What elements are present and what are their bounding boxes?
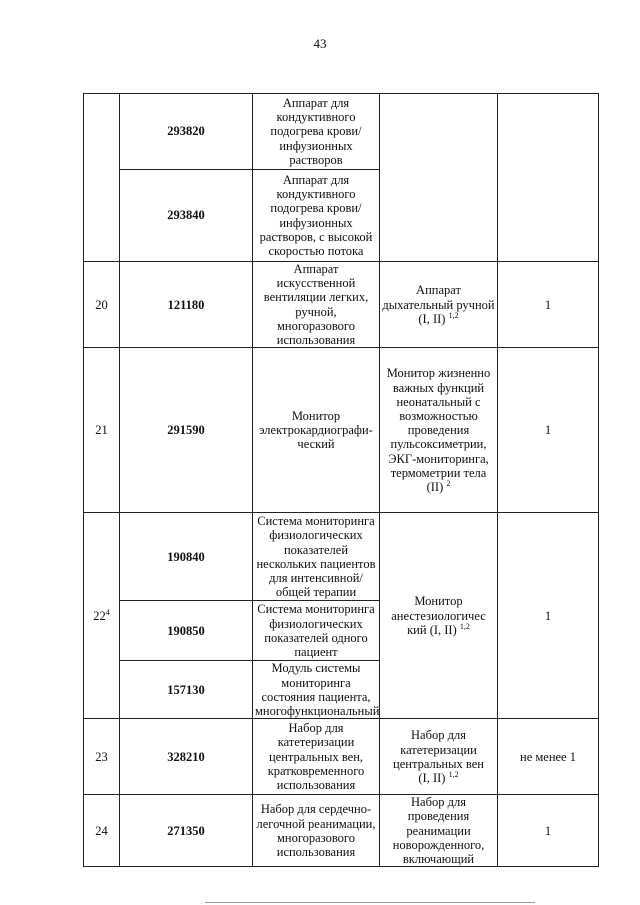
equipment-text: Аппарат дыхательный ручной [382,283,495,312]
name-cell: Набор для сердечно-легочной реанимации, многоразового использования [253,795,380,867]
name-cell: Система мониторинга физиологических показателей нескольких пациентов для интенсивной/общей терапии [253,513,380,601]
row-number-cell: 20 [84,262,120,348]
row-number-cell [84,513,120,719]
code-cell: 190850 [120,601,253,661]
footnote-ref: 4 [105,607,110,617]
equipment-text: Набор для катетеризации центральных вен [393,728,484,771]
equipment-table [83,93,599,867]
table-row [84,719,599,795]
table-row [84,94,599,170]
equipment-cell [380,719,498,795]
equipment-category: (II) [426,479,444,494]
equipment-category: (I, II) [418,311,446,326]
equipment-cell: Набор для проведения реанимации новорожденного, включающий [380,795,498,867]
equipment-cell [380,262,498,348]
name-cell: Аппарат искусственной вентиляции легких, ручной, многоразового использования [253,262,380,348]
footnote-ref: 1,2 [448,769,459,779]
row-number-cell: 23 [84,719,120,795]
quantity-cell: 1 [498,513,599,719]
code-cell: 121180 [120,262,253,348]
equipment-text: Монитор анестезиологичес кий [391,594,486,637]
code-cell: 157130 [120,661,253,719]
footnote-ref: 2 [446,478,451,488]
table-row [84,262,599,348]
code-cell: 271350 [120,795,253,867]
name-cell: Система мониторинга физиологических показателей одного пациент [253,601,380,661]
quantity-cell [498,94,599,262]
equipment-category: (I, II) [429,622,457,637]
code-cell: 291590 [120,348,253,513]
quantity-cell: 1 [498,262,599,348]
quantity-cell: 1 [498,795,599,867]
name-cell: Модуль системы мониторинга состояния пациента, многофункциональный [253,661,380,719]
table-row [84,795,599,867]
row-number-cell [84,94,120,262]
page-number: 43 [313,36,327,51]
code-cell: 293840 [120,170,253,262]
footnote-ref: 1,2 [448,310,459,320]
footnote-ref: 1,2 [459,621,470,631]
equipment-text: Монитор жизненно важных функций неонатальный с возможностью проведения пульсоксиметрии, ЭКГ-мониторинга, термометрии тела [386,366,491,480]
row-number-cell: 24 [84,795,120,867]
quantity-cell: не менее 1 [498,719,599,795]
equipment-cell [380,94,498,262]
code-cell: 328210 [120,719,253,795]
bottom-edge-line [205,902,535,903]
code-cell: 293820 [120,94,253,170]
equipment-cell [380,348,498,513]
code-cell: 190840 [120,513,253,601]
table-row [84,348,599,513]
quantity-cell: 1 [498,348,599,513]
row-number: 22 [93,608,106,623]
row-number-cell: 21 [84,348,120,513]
name-cell: Аппарат для кондуктивного подогрева крови/инфузионных растворов [253,94,380,170]
equipment-category: (I, II) [418,770,446,785]
table-row [84,513,599,601]
equipment-cell [380,513,498,719]
name-cell: Монитор электрокардиографи-ческий [253,348,380,513]
name-cell: Аппарат для кондуктивного подогрева крови/инфузионных растворов, с высокой скоростью потока [253,170,380,262]
name-cell: Набор для катетеризации центральных вен, кратковременного использования [253,719,380,795]
